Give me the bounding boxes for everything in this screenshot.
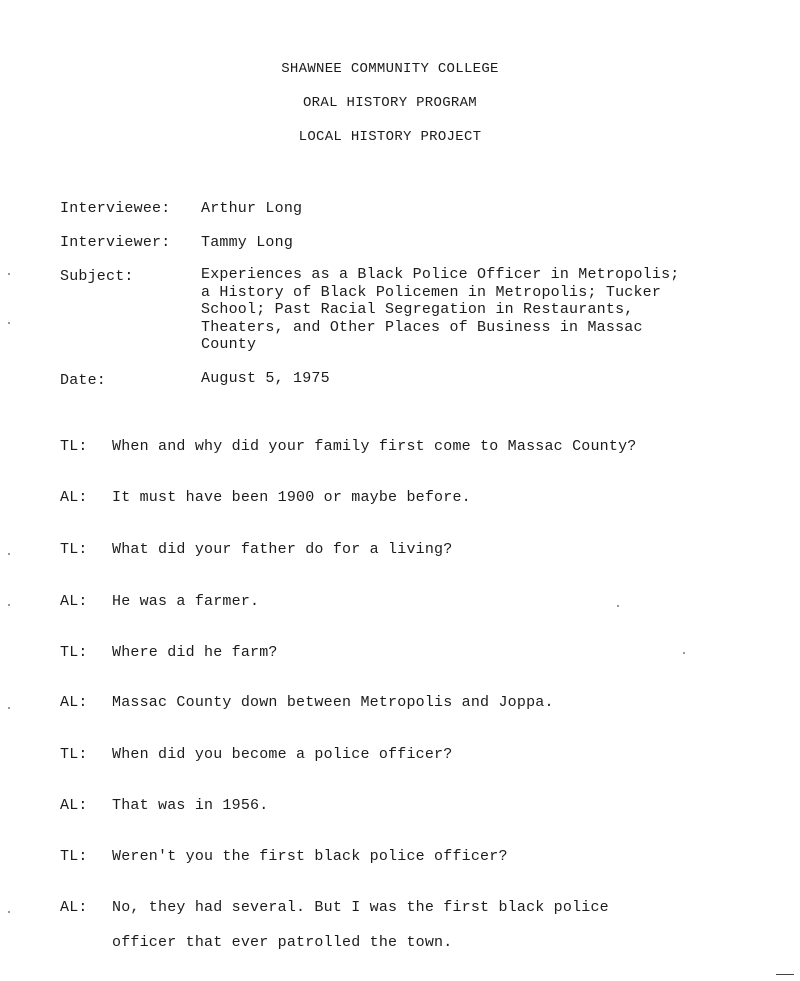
- interviewee-value: Arthur Long: [201, 200, 303, 217]
- header-college: SHAWNEE COMMUNITY COLLEGE: [281, 61, 499, 77]
- transcript-line: [60, 438, 636, 455]
- scan-speck: [8, 604, 10, 606]
- transcript-line: [60, 848, 508, 865]
- utterance: What did your father do for a living?: [112, 541, 453, 558]
- utterance: When did you become a police officer?: [112, 746, 453, 763]
- subject-label: Subject:: [60, 268, 134, 285]
- transcript-line: [60, 489, 471, 506]
- speaker-label: AL:: [60, 899, 88, 916]
- utterance: When and why did your family first come to Massac County?: [112, 438, 637, 455]
- header-program: ORAL HISTORY PROGRAM: [302, 95, 478, 111]
- subject-value: Experiences as a Black Police Officer in Metropolis; a History of Black Policemen in Metropolis; Tucker School; Past Racial Segregation in Restaurants, Theaters, and Other Places of Business in Massac County: [201, 266, 680, 353]
- transcript-line: [60, 541, 452, 558]
- scan-speck: [8, 707, 10, 709]
- utterance-continuation: officer that ever patrolled the town.: [112, 934, 453, 951]
- interviewer-label: Interviewer:: [60, 234, 171, 251]
- utterance: That was in 1956.: [112, 797, 269, 814]
- scan-speck: [8, 322, 10, 324]
- interviewee-label: Interviewee:: [60, 200, 171, 217]
- speaker-label: AL:: [60, 489, 88, 506]
- scan-mark: [776, 974, 794, 975]
- utterance: He was a farmer.: [112, 593, 260, 610]
- speaker-label: AL:: [60, 797, 88, 814]
- date-label: Date:: [60, 372, 107, 389]
- date-value: August 5, 1975: [201, 370, 330, 387]
- transcript-line: [60, 797, 268, 814]
- utterance: Massac County down between Metropolis and Joppa.: [112, 694, 554, 711]
- utterance: Where did he farm?: [112, 644, 278, 661]
- header-project: LOCAL HISTORY PROJECT: [298, 129, 482, 145]
- scan-speck: [683, 652, 685, 654]
- speaker-label: AL:: [60, 593, 88, 610]
- utterance: It must have been 1900 or maybe before.: [112, 489, 471, 506]
- transcript-line: [60, 593, 259, 610]
- interviewer-value: Tammy Long: [201, 234, 294, 251]
- transcript-line: [60, 899, 609, 916]
- speaker-label: TL:: [60, 746, 88, 763]
- scan-speck: [8, 273, 10, 275]
- utterance: No, they had several. But I was the first black police: [112, 899, 609, 916]
- transcript-line: [60, 746, 452, 763]
- scan-speck: [8, 911, 10, 913]
- speaker-label: TL:: [60, 644, 88, 661]
- speaker-label: TL:: [60, 438, 88, 455]
- scan-speck: [8, 553, 10, 555]
- speaker-label: TL:: [60, 541, 88, 558]
- speaker-label: AL:: [60, 694, 88, 711]
- scan-speck: [617, 605, 619, 607]
- speaker-label: TL:: [60, 848, 88, 865]
- transcript-line: [60, 644, 278, 661]
- transcript-line: [60, 694, 554, 711]
- utterance: Weren't you the first black police officer?: [112, 848, 508, 865]
